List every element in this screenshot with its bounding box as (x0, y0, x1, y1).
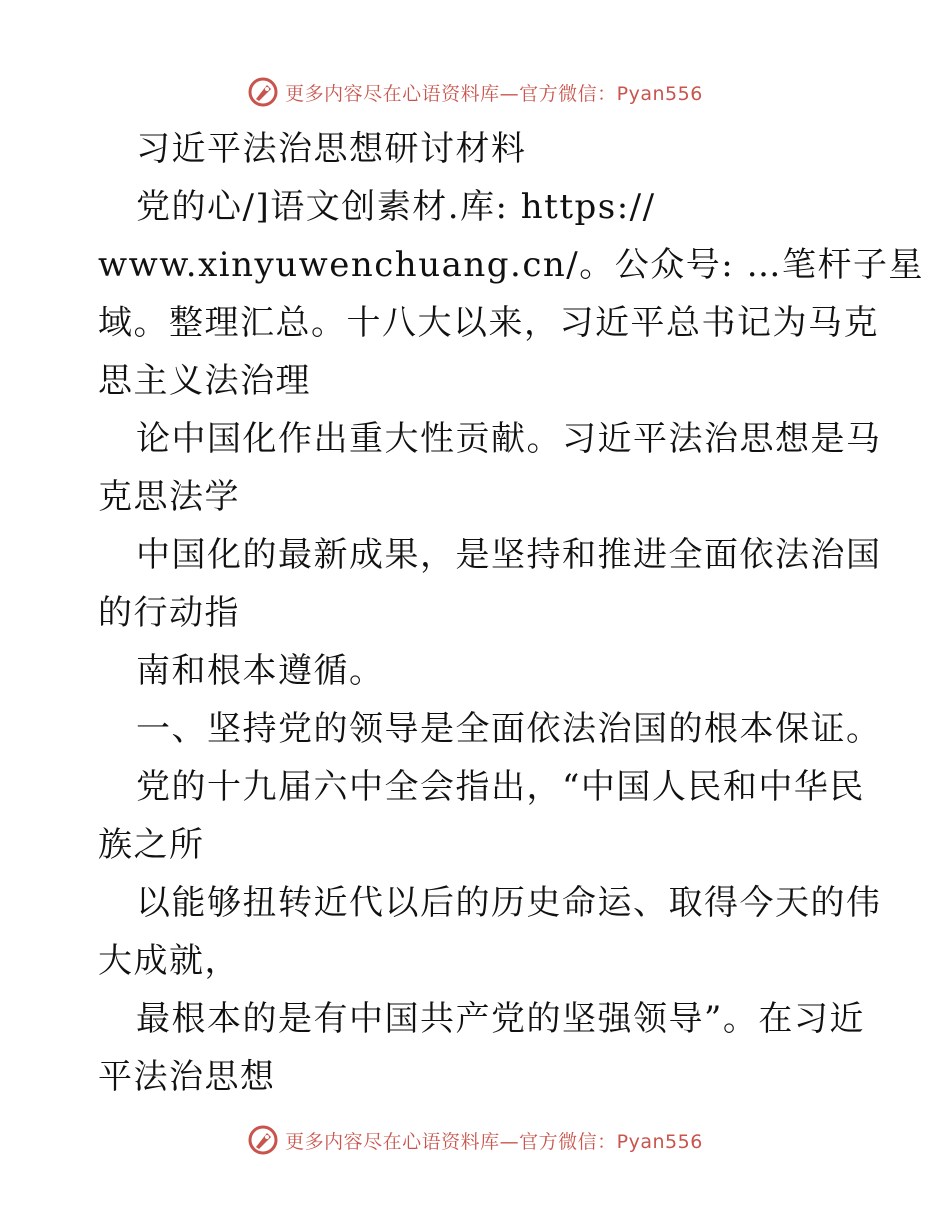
pen-nib-logo-icon (247, 1124, 279, 1156)
pen-nib-logo-icon (247, 76, 279, 108)
header-banner (0, 72, 950, 112)
doc-line: 克思法学 (98, 477, 240, 517)
doc-title: 习近平法治思想研讨材料 (136, 129, 527, 169)
doc-line: 族之所 (98, 825, 205, 865)
doc-line: 思主义法治理 (98, 361, 311, 401)
doc-line: 论中国化作出重大性贡献。习近平法治思想是马 (136, 419, 882, 459)
doc-line: 的行动指 (98, 593, 240, 633)
doc-line: 最根本的是有中国共产党的坚强领导”。在习近 (136, 999, 865, 1039)
doc-line: 南和根本遵循。 (136, 651, 385, 691)
doc-line: 党的十九届六中全会指出，“中国人民和中华民 (136, 767, 865, 807)
doc-section-heading: 一、坚持党的领导是全面依法治国的根本保证。 (136, 709, 882, 749)
footer-banner-text: 更多内容尽在心语资料库—官方微信：Pyan556 (285, 1130, 703, 1153)
doc-line: 大成就， (98, 941, 240, 981)
doc-line: 域。整理汇总。十八大以来，习近平总书记为马克 (98, 303, 879, 343)
doc-line: 平法治思想 (98, 1057, 276, 1097)
doc-line: 中国化的最新成果，是坚持和推进全面依法治国 (136, 535, 882, 575)
header-banner-text: 更多内容尽在心语资料库—官方微信：Pyan556 (285, 82, 703, 105)
doc-line: www.xinyuwenchuang.cn/。公众号: …笔杆子星 (98, 245, 924, 285)
document-body (98, 120, 924, 1106)
doc-line: 党的心/]语文创素材.库: https:// (136, 187, 656, 227)
footer-banner (0, 1120, 950, 1160)
doc-line: 以能够扭转近代以后的历史命运、取得今天的伟 (136, 883, 882, 923)
